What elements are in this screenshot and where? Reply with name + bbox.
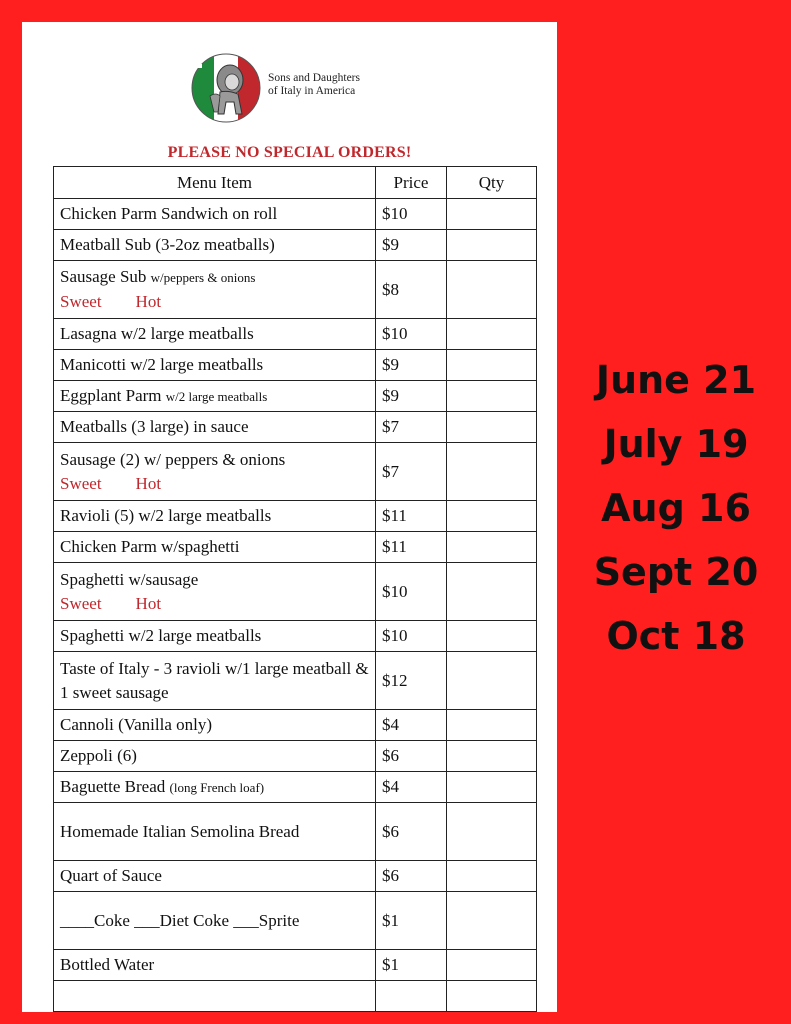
menu-item-cell bbox=[54, 381, 376, 412]
menu-item-name: Eggplant Parm bbox=[60, 385, 166, 405]
quantity-cell[interactable] bbox=[447, 652, 537, 710]
menu-item-price: $12 bbox=[376, 652, 447, 710]
menu-item-cell bbox=[54, 950, 376, 981]
table-row bbox=[54, 319, 537, 350]
menu-item-name: Chicken Parm Sandwich on roll bbox=[60, 204, 278, 223]
menu-item-cell bbox=[54, 199, 376, 230]
quantity-cell[interactable] bbox=[447, 261, 537, 319]
menu-item-price: $9 bbox=[376, 381, 447, 412]
quantity-cell[interactable] bbox=[447, 861, 537, 892]
menu-item-price: $6 bbox=[376, 803, 447, 861]
table-row bbox=[54, 443, 537, 501]
event-date: July 19 bbox=[603, 422, 749, 466]
menu-item-cell bbox=[54, 350, 376, 381]
menu-item-name: Meatball Sub (3-2oz meatballs) bbox=[60, 235, 275, 254]
table-row bbox=[54, 501, 537, 532]
table-row bbox=[54, 532, 537, 563]
menu-item-cell bbox=[54, 652, 376, 710]
table-row bbox=[54, 350, 537, 381]
quantity-cell[interactable] bbox=[447, 563, 537, 621]
no-special-orders-notice: PLEASE NO SPECIAL ORDERS! bbox=[167, 144, 412, 161]
quantity-cell[interactable] bbox=[447, 443, 537, 501]
event-dates bbox=[565, 350, 787, 670]
event-date: Aug 16 bbox=[601, 486, 751, 530]
header-price: Price bbox=[376, 167, 447, 199]
header-menu-item: Menu Item bbox=[54, 167, 376, 199]
menu-item-note: w/peppers & onions bbox=[150, 270, 256, 285]
menu-item-name: Spaghetti w/2 large meatballs bbox=[60, 626, 262, 645]
menu-item-name: Lasagna w/2 large meatballs bbox=[60, 324, 254, 343]
table-row bbox=[54, 261, 537, 319]
option-sweet[interactable]: Sweet bbox=[60, 292, 102, 311]
menu-item-price: $10 bbox=[376, 563, 447, 621]
menu-item-price: $1 bbox=[376, 950, 447, 981]
menu-item-price: $4 bbox=[376, 710, 447, 741]
table-row bbox=[54, 563, 537, 621]
option-hot[interactable]: Hot bbox=[135, 292, 162, 311]
menu-item-price: $9 bbox=[376, 350, 447, 381]
menu-item-cell bbox=[54, 803, 376, 861]
table-row bbox=[54, 741, 537, 772]
option-sweet[interactable]: Sweet bbox=[60, 593, 102, 613]
table-header-row bbox=[54, 167, 537, 199]
menu-item-price: $7 bbox=[376, 412, 447, 443]
menu-item-name: Homemade Italian Semolina Bread bbox=[60, 821, 300, 841]
menu-item-price: $7 bbox=[376, 443, 447, 501]
menu-item-name: Chicken Parm w/spaghetti bbox=[60, 537, 240, 556]
event-date: Sept 20 bbox=[593, 550, 759, 594]
quantity-cell[interactable] bbox=[447, 319, 537, 350]
menu-item-cell bbox=[54, 621, 376, 652]
menu-item-price: $11 bbox=[376, 532, 447, 563]
menu-item-price: $6 bbox=[376, 861, 447, 892]
menu-item-cell bbox=[54, 501, 376, 532]
table-row bbox=[54, 892, 537, 950]
menu-item-options bbox=[60, 472, 369, 496]
table-row bbox=[54, 199, 537, 230]
organization-logo bbox=[190, 52, 390, 124]
organization-name: Sons and Daughters of Italy in America bbox=[268, 72, 360, 97]
menu-item-name: Taste of Italy - 3 ravioli w/1 large meatball & 1 sweet sausage bbox=[60, 658, 369, 702]
header-qty: Qty bbox=[447, 167, 537, 199]
option-hot[interactable]: Hot bbox=[135, 473, 162, 493]
menu-order-table bbox=[53, 166, 537, 1012]
quantity-cell[interactable] bbox=[447, 803, 537, 861]
menu-item-name: Ravioli (5) w/2 large meatballs bbox=[60, 506, 272, 525]
event-date: June 21 bbox=[595, 358, 757, 402]
menu-item-cell bbox=[54, 261, 376, 319]
menu-item-name: Spaghetti w/sausage bbox=[60, 569, 199, 589]
menu-item-price: $8 bbox=[376, 261, 447, 319]
option-sweet[interactable]: Sweet bbox=[60, 473, 102, 493]
menu-item-cell bbox=[54, 230, 376, 261]
quantity-cell[interactable] bbox=[447, 381, 537, 412]
quantity-cell[interactable] bbox=[447, 772, 537, 803]
menu-item-price: $4 bbox=[376, 772, 447, 803]
menu-item-name: ____Coke ___Diet Coke ___Sprite bbox=[60, 910, 300, 930]
quantity-cell[interactable] bbox=[447, 350, 537, 381]
menu-item-name: Sausage (2) w/ peppers & onions bbox=[60, 449, 286, 469]
menu-item-cell bbox=[54, 412, 376, 443]
option-hot[interactable]: Hot bbox=[135, 593, 162, 613]
menu-item-price: $10 bbox=[376, 621, 447, 652]
menu-item-options bbox=[60, 592, 369, 616]
menu-item-price: $9 bbox=[376, 230, 447, 261]
event-date: Oct 18 bbox=[606, 614, 746, 658]
menu-item-name: Cannoli (Vanilla only) bbox=[60, 715, 213, 734]
menu-item-cell bbox=[54, 892, 376, 950]
lion-emblem-icon bbox=[190, 52, 262, 124]
quantity-cell[interactable] bbox=[447, 230, 537, 261]
menu-item-cell bbox=[54, 563, 376, 621]
quantity-cell[interactable] bbox=[447, 981, 537, 1012]
menu-item-cell bbox=[54, 741, 376, 772]
menu-item-note: (long French loaf) bbox=[169, 779, 265, 795]
quantity-cell[interactable] bbox=[447, 950, 537, 981]
quantity-cell[interactable] bbox=[447, 412, 537, 443]
menu-item-name: Bottled Water bbox=[60, 955, 155, 974]
menu-item-price bbox=[376, 981, 447, 1012]
table-row bbox=[54, 861, 537, 892]
table-row bbox=[54, 772, 537, 803]
menu-item-name: Sausage Sub bbox=[60, 267, 151, 286]
menu-item-name: Meatballs (3 large) in sauce bbox=[60, 417, 249, 436]
quantity-cell[interactable] bbox=[447, 710, 537, 741]
menu-item-cell bbox=[54, 532, 376, 563]
quantity-cell[interactable] bbox=[447, 621, 537, 652]
menu-item-price: $11 bbox=[376, 501, 447, 532]
menu-item-name: Manicotti w/2 large meatballs bbox=[60, 355, 264, 374]
quantity-cell[interactable] bbox=[447, 532, 537, 563]
quantity-cell[interactable] bbox=[447, 199, 537, 230]
quantity-cell[interactable] bbox=[447, 741, 537, 772]
table-row bbox=[54, 652, 537, 710]
menu-item-cell bbox=[54, 772, 376, 803]
menu-item-price: $1 bbox=[376, 892, 447, 950]
menu-item-name: Baguette Bread bbox=[60, 776, 170, 796]
table-row bbox=[54, 621, 537, 652]
menu-item-price: $10 bbox=[376, 319, 447, 350]
menu-item-cell bbox=[54, 710, 376, 741]
menu-item-cell bbox=[54, 861, 376, 892]
menu-item-name: Zeppoli (6) bbox=[60, 746, 137, 765]
quantity-cell[interactable] bbox=[447, 892, 537, 950]
table-row bbox=[54, 230, 537, 261]
table-row bbox=[54, 381, 537, 412]
menu-item-note: w/2 large meatballs bbox=[165, 388, 268, 404]
table-row bbox=[54, 710, 537, 741]
menu-item-cell bbox=[54, 981, 376, 1012]
menu-item-name: Quart of Sauce bbox=[60, 866, 162, 885]
table-row bbox=[54, 981, 537, 1012]
menu-item-price: $10 bbox=[376, 199, 447, 230]
menu-item-price: $6 bbox=[376, 741, 447, 772]
table-row bbox=[54, 950, 537, 981]
menu-sheet bbox=[22, 22, 557, 1012]
table-row bbox=[54, 412, 537, 443]
menu-item-options bbox=[60, 290, 369, 314]
table-row bbox=[54, 803, 537, 861]
quantity-cell[interactable] bbox=[447, 501, 537, 532]
menu-item-cell bbox=[54, 443, 376, 501]
menu-item-cell bbox=[54, 319, 376, 350]
